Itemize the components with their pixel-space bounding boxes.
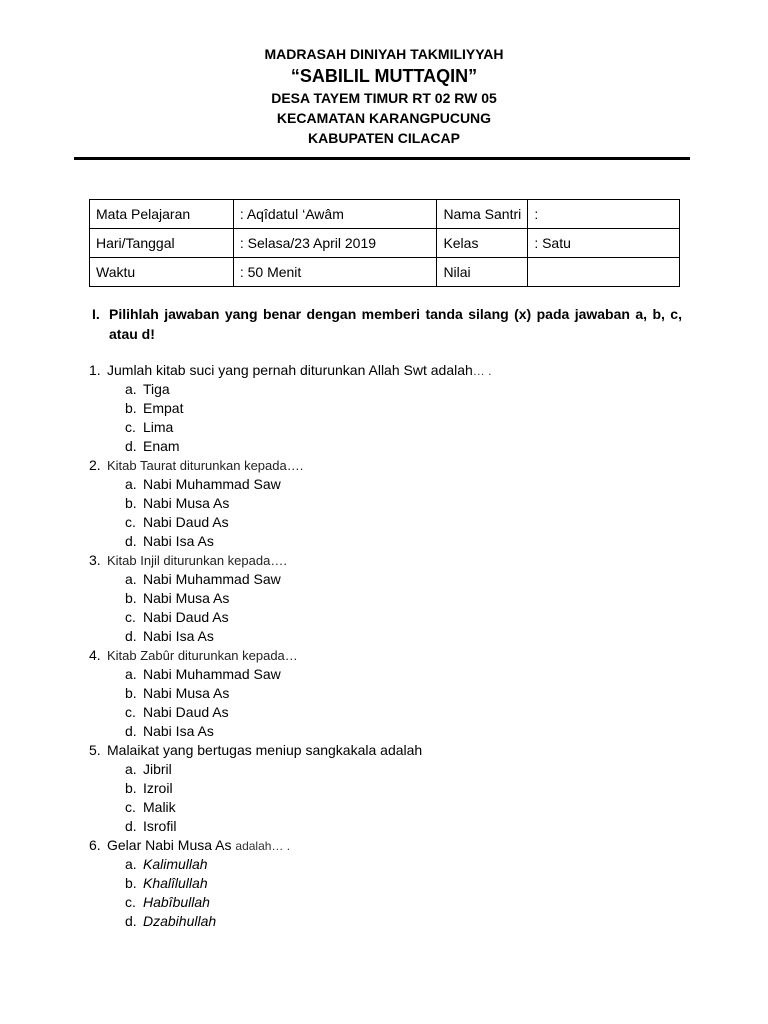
answer-option[interactable] (89, 760, 689, 779)
option-letter: b. (125, 780, 137, 796)
answer-option[interactable] (89, 380, 689, 399)
answer-option[interactable] (89, 570, 689, 589)
question-number: 6. (89, 837, 101, 853)
answer-option[interactable] (89, 418, 689, 437)
option-text: Nabi Isa As (143, 723, 214, 739)
info-value: : 50 Menit (233, 258, 437, 287)
option-text: Nabi Daud As (143, 514, 229, 530)
question-5 (89, 741, 689, 836)
option-letter: b. (125, 495, 137, 511)
option-text: Izroil (143, 780, 173, 796)
option-text: Lima (143, 419, 174, 435)
answer-option[interactable] (89, 399, 689, 418)
option-letter: a. (125, 381, 137, 397)
info-value: : Selasa/23 April 2019 (233, 229, 437, 258)
answer-option[interactable] (89, 532, 689, 551)
option-text: Habîbullah (143, 894, 210, 910)
option-letter: b. (125, 400, 137, 416)
instruction-text: Pilihlah jawaban yang benar dengan memberi tanda silang (x) pada jawaban a, b, c, atau d! (109, 306, 682, 342)
option-letter: b. (125, 685, 137, 701)
option-text: Isrofil (143, 818, 177, 834)
option-letter: c. (125, 704, 136, 720)
answer-option[interactable] (89, 494, 689, 513)
option-letter: d. (125, 533, 137, 549)
answer-option[interactable] (89, 703, 689, 722)
question-3 (89, 551, 689, 646)
school-regency: KABUPATEN CILACAP (308, 130, 460, 146)
question-text: Malaikat yang bertugas meniup sangkakala adalah (107, 742, 423, 758)
option-letter: d. (125, 913, 137, 929)
answer-option[interactable] (89, 437, 689, 456)
option-letter: a. (125, 571, 137, 587)
option-letter: c. (125, 799, 136, 815)
question-ellipsis: … . (472, 364, 492, 378)
question-number: 3. (89, 552, 101, 568)
option-letter: d. (125, 628, 137, 644)
score-field[interactable] (528, 258, 680, 287)
option-text: Nabi Daud As (143, 609, 229, 625)
answer-option[interactable] (89, 684, 689, 703)
option-letter: b. (125, 590, 137, 606)
info-value: : Aqîdatul ‘Awâm (233, 200, 437, 229)
answer-option[interactable] (89, 912, 689, 931)
question-2 (89, 456, 689, 551)
info-row (90, 200, 680, 229)
option-letter: c. (125, 419, 136, 435)
option-letter: a. (125, 856, 137, 872)
option-letter: c. (125, 514, 136, 530)
answer-option[interactable] (89, 722, 689, 741)
option-text: Nabi Musa As (143, 495, 230, 511)
student-name-field[interactable]: : (528, 200, 680, 229)
answer-option[interactable] (89, 893, 689, 912)
info-label: Kelas (437, 229, 528, 258)
answer-option[interactable] (89, 779, 689, 798)
option-text: Tiga (143, 381, 170, 397)
header-divider (74, 157, 690, 160)
answer-option[interactable] (89, 475, 689, 494)
option-letter: b. (125, 875, 137, 891)
info-value: : Satu (528, 229, 680, 258)
school-address: DESA TAYEM TIMUR RT 02 RW 05 (271, 90, 497, 106)
section-number: I. (92, 306, 100, 322)
question-number: 4. (89, 647, 101, 663)
info-row (90, 229, 680, 258)
answer-option[interactable] (89, 874, 689, 893)
question-text: Gelar Nabi Musa As (107, 837, 232, 853)
option-text: Nabi Musa As (143, 685, 230, 701)
question-text: Kitab Injil diturunkan kepada…. (107, 553, 287, 568)
option-text: Nabi Isa As (143, 533, 214, 549)
option-text: Malik (143, 799, 176, 815)
option-text: Nabi Musa As (143, 590, 230, 606)
answer-option[interactable] (89, 627, 689, 646)
option-text: Jibril (143, 761, 172, 777)
question-6 (89, 836, 689, 931)
school-name: “SABILIL MUTTAQIN” (290, 66, 478, 86)
answer-option[interactable] (89, 855, 689, 874)
question-text: Jumlah kitab suci yang pernah diturunkan Allah Swt adalah (107, 362, 473, 378)
option-text: Kalimullah (143, 856, 208, 872)
question-text: Kitab Taurat diturunkan kepada…. (107, 458, 304, 473)
answer-option[interactable] (89, 513, 689, 532)
option-text: Khalîlullah (143, 875, 208, 891)
question-ellipsis: adalah… . (235, 839, 291, 853)
info-label: Waktu (90, 258, 234, 287)
section-instruction (92, 304, 682, 344)
question-4 (89, 646, 689, 741)
option-letter: a. (125, 476, 137, 492)
answer-option[interactable] (89, 817, 689, 836)
option-letter: d. (125, 438, 137, 454)
school-district: KECAMATAN KARANGPUCUNG (276, 110, 492, 126)
answer-option[interactable] (89, 665, 689, 684)
option-text: Enam (143, 438, 180, 454)
option-text: Nabi Daud As (143, 704, 229, 720)
question-text: Kitab Zabûr diturunkan kepada… (107, 648, 298, 663)
info-row (90, 258, 680, 287)
option-text: Nabi Muhammad Saw (143, 476, 281, 492)
answer-option[interactable] (89, 608, 689, 627)
option-letter: a. (125, 666, 137, 682)
document-header (0, 44, 768, 148)
option-text: Empat (143, 400, 184, 416)
option-letter: d. (125, 723, 137, 739)
question-number: 2. (89, 457, 101, 473)
info-label: Mata Pelajaran (90, 200, 234, 229)
option-text: Nabi Isa As (143, 628, 214, 644)
question-1 (89, 361, 689, 456)
question-number: 5. (89, 742, 101, 758)
answer-option[interactable] (89, 589, 689, 608)
answer-option[interactable] (89, 798, 689, 817)
info-label: Nilai (437, 258, 528, 287)
option-letter: c. (125, 609, 136, 625)
option-letter: d. (125, 818, 137, 834)
school-type: MADRASAH DINIYAH TAKMILIYYAH (264, 46, 504, 62)
option-text: Nabi Muhammad Saw (143, 571, 281, 587)
info-label: Nama Santri (437, 200, 528, 229)
question-list (89, 361, 689, 931)
option-text: Dzabihullah (143, 913, 217, 929)
question-number: 1. (89, 362, 101, 378)
info-label: Hari/Tanggal (90, 229, 234, 258)
option-letter: c. (125, 894, 136, 910)
option-text: Nabi Muhammad Saw (143, 666, 281, 682)
exam-info-table (89, 199, 680, 287)
option-letter: a. (125, 761, 137, 777)
